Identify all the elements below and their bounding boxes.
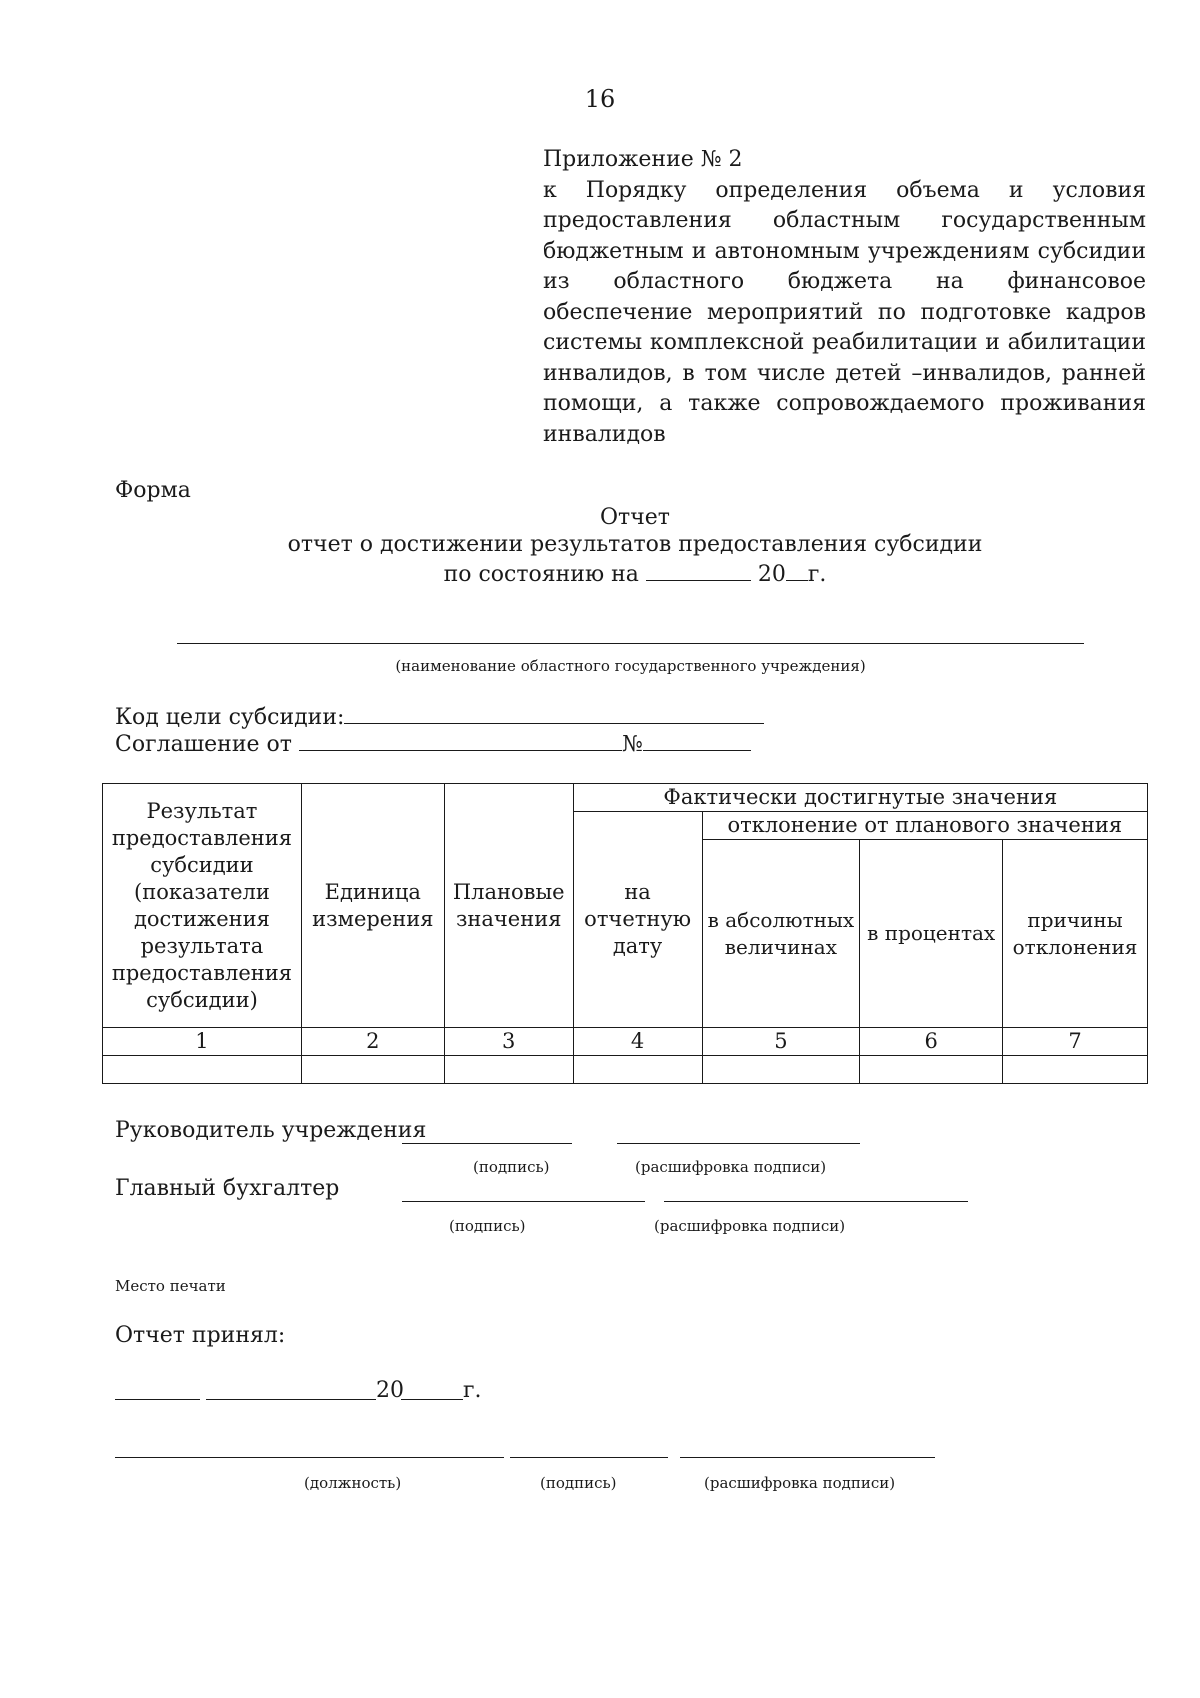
accepted-decode-line[interactable] xyxy=(680,1457,935,1458)
report-status-line xyxy=(0,560,1200,587)
header-deviation-group: отклонение от планового значения xyxy=(702,812,1147,840)
column-number: 7 xyxy=(1003,1028,1148,1056)
agreement-number-blank[interactable] xyxy=(643,730,751,751)
accepted-year-line[interactable] xyxy=(401,1399,463,1400)
appendix-title: Приложение № 2 xyxy=(543,147,743,172)
table-row xyxy=(103,1056,1148,1084)
status-year: 20 xyxy=(757,562,786,587)
accepted-year-suffix: г. xyxy=(463,1378,482,1403)
head-label: Руководитель учреждения xyxy=(115,1118,427,1143)
accepted-month-line[interactable] xyxy=(206,1399,376,1400)
accountant-decode-line[interactable] xyxy=(664,1201,968,1202)
table-cell[interactable] xyxy=(444,1056,573,1084)
agreement-number-sign: № xyxy=(621,732,643,757)
accepted-label: Отчет принял: xyxy=(115,1323,286,1348)
accountant-signature-caption: (подпись) xyxy=(449,1217,526,1235)
head-signature-caption: (подпись) xyxy=(473,1158,550,1176)
agreement-date-blank[interactable] xyxy=(299,730,622,751)
header-percent: в процентах xyxy=(860,840,1003,1028)
header-reasons: причины отклонения xyxy=(1003,840,1148,1028)
report-table xyxy=(102,783,1148,1084)
stamp-place-label: Место печати xyxy=(115,1277,226,1295)
position-caption: (должность) xyxy=(304,1474,402,1492)
head-signature-line[interactable] xyxy=(402,1143,572,1144)
header-unit: Единица измерения xyxy=(301,784,444,1028)
header-result: Результат предоставления субсидии (показатели достижения результата предоставления субсидии) xyxy=(103,784,302,1028)
column-number: 3 xyxy=(444,1028,573,1056)
agreement-label: Соглашение от xyxy=(115,732,292,757)
subsidy-code-label: Код цели субсидии: xyxy=(115,705,345,730)
header-absolute: в абсолютных величинах xyxy=(702,840,860,1028)
accepted-year-prefix: 20 xyxy=(376,1378,404,1403)
accepted-decode-caption: (расшифровка подписи) xyxy=(704,1474,896,1492)
accepted-signature-caption: (подпись) xyxy=(540,1474,617,1492)
column-number: 2 xyxy=(301,1028,444,1056)
table-cell[interactable] xyxy=(860,1056,1003,1084)
report-subtitle: отчет о достижении результатов предоставления субсидии xyxy=(287,532,983,557)
table-cell[interactable] xyxy=(301,1056,444,1084)
accountant-signature-line[interactable] xyxy=(402,1201,645,1202)
accepted-position-line[interactable] xyxy=(115,1457,504,1458)
appendix-body: к Порядку определения объема и условия предоставления областным государственным бюджетным и автономным учреждениям субсидии из областного бюджета на финансовое обеспечение мероприятий по подготовке кадров системы комплексной реабилитации и абилитации инвалидов, в том числе детей –инвалидов, ранней помощи, а также сопровождаемого проживания инвалидов xyxy=(543,177,1146,447)
column-number: 6 xyxy=(860,1028,1003,1056)
accountant-label: Главный бухгалтер xyxy=(115,1176,340,1201)
organization-caption: (наименование областного государственного учреждения) xyxy=(395,657,866,675)
status-prefix: по состоянию на xyxy=(443,562,639,587)
status-date-blank[interactable] xyxy=(646,560,751,581)
organization-name-line[interactable] xyxy=(177,643,1084,644)
column-number: 5 xyxy=(702,1028,860,1056)
column-number-row xyxy=(103,1028,1148,1056)
header-actual-group: Фактически достигнутые значения xyxy=(573,784,1147,812)
appendix-block xyxy=(543,145,1146,450)
subsidy-code-row xyxy=(115,703,764,730)
table-cell[interactable] xyxy=(702,1056,860,1084)
accepted-signature-line[interactable] xyxy=(510,1457,668,1458)
head-decode-line[interactable] xyxy=(617,1143,860,1144)
column-number: 1 xyxy=(103,1028,302,1056)
report-title: Отчет xyxy=(600,505,670,530)
header-on-date: на отчетную дату xyxy=(573,812,702,1028)
head-decode-caption: (расшифровка подписи) xyxy=(635,1158,827,1176)
accepted-day-line[interactable] xyxy=(115,1399,200,1400)
table-cell[interactable] xyxy=(1003,1056,1148,1084)
table-cell[interactable] xyxy=(573,1056,702,1084)
form-label: Форма xyxy=(115,478,191,503)
column-number: 4 xyxy=(573,1028,702,1056)
status-suffix: г. xyxy=(807,562,827,587)
status-year-blank[interactable] xyxy=(786,560,808,581)
header-planned: Плановые значения xyxy=(444,784,573,1028)
table-cell[interactable] xyxy=(103,1056,302,1084)
subsidy-code-blank[interactable] xyxy=(344,703,764,724)
agreement-row xyxy=(115,730,751,757)
accountant-decode-caption: (расшифровка подписи) xyxy=(654,1217,846,1235)
page-number: 16 xyxy=(584,85,616,113)
